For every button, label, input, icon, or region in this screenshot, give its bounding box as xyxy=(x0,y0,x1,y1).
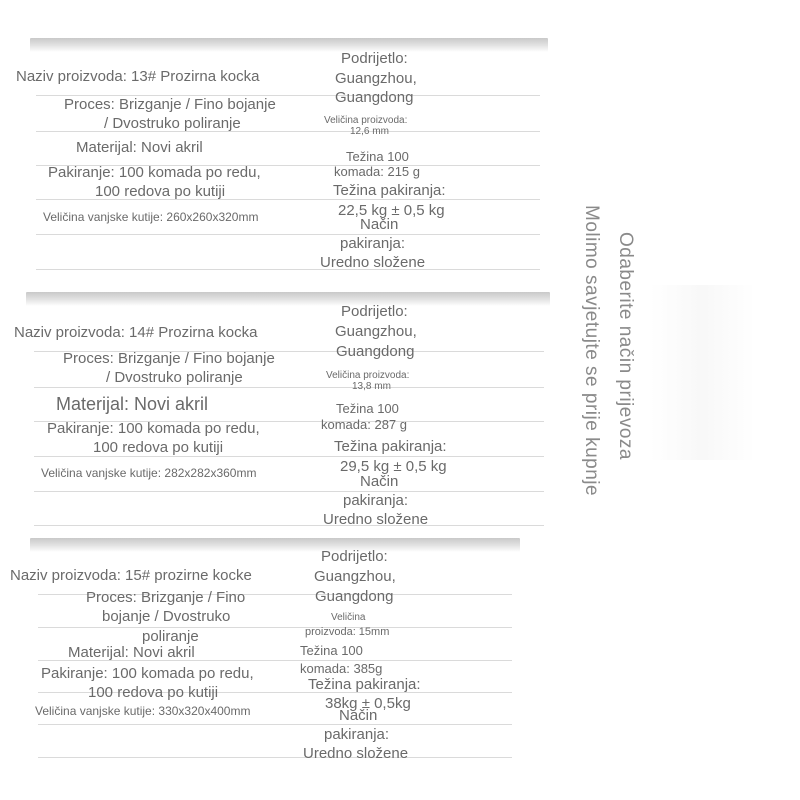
weight-line-2: komada: 287 g xyxy=(321,417,408,432)
packing-line-2: 100 redova po kutiji xyxy=(93,439,224,456)
package-weight-value: 38kg ± 0,5kg xyxy=(325,695,411,712)
origin-label: Podrijetlo: xyxy=(321,548,388,565)
product-size-line-1: Veličina proizvoda: xyxy=(324,115,408,126)
outer-box-size: Veličina vanjske kutije: 330x320x400mm xyxy=(35,704,251,718)
packing-line-1: Pakiranje: 100 komada po redu, xyxy=(48,164,261,181)
header-band xyxy=(30,38,548,52)
shipping-method-note: Odaberite način prijevoza xyxy=(615,232,636,460)
outer-box-size: Veličina vanjske kutije: 282x282x360mm xyxy=(41,466,257,480)
origin-line-2: Guangdong xyxy=(336,343,415,360)
weight-line-2: komada: 215 g xyxy=(334,164,421,179)
weight-line-1: Težina 100 xyxy=(346,149,409,164)
material: Materijal: Novi akril xyxy=(56,394,209,414)
consult-before-purchase-note: Molimo savjetujte se prije kupnje xyxy=(581,205,602,497)
product-size-line-2: proizvoda: 15mm xyxy=(305,626,390,638)
material: Materijal: Novi akril xyxy=(76,139,203,156)
product-name: Naziv proizvoda: 13# Prozirna kocka xyxy=(16,68,260,85)
header-band xyxy=(26,292,550,306)
row-divider xyxy=(36,234,540,235)
weight-line-1: Težina 100 xyxy=(336,401,399,416)
origin-line-1: Guangzhou, xyxy=(314,568,396,585)
product-size-line-1: Veličina xyxy=(331,612,366,623)
packing-method-line-1: Način xyxy=(360,216,399,233)
row-divider xyxy=(34,491,544,492)
process-line-1: Proces: Brizganje / Fino xyxy=(86,589,246,606)
product-size-line-2: 12,6 mm xyxy=(350,126,389,137)
package-weight-value: 22,5 kg ± 0,5 kg xyxy=(338,202,445,219)
product-size-line-2: 13,8 mm xyxy=(352,381,391,392)
material: Materijal: Novi akril xyxy=(68,644,195,661)
process-line-3: poliranje xyxy=(142,628,199,645)
package-weight-label: Težina pakiranja: xyxy=(308,676,421,693)
packing-line-2: 100 redova po kutiji xyxy=(88,684,219,701)
origin-label: Podrijetlo: xyxy=(341,303,408,320)
origin-line-2: Guangdong xyxy=(315,588,394,605)
origin-line-1: Guangzhou, xyxy=(335,323,417,340)
packing-line-1: Pakiranje: 100 komada po redu, xyxy=(41,665,254,682)
product-name: Naziv proizvoda: 15# prozirne kocke xyxy=(10,567,252,584)
packing-line-2: 100 redova po kutiji xyxy=(95,183,226,200)
process-line-1: Proces: Brizganje / Fino bojanje xyxy=(64,96,276,113)
packing-method-line-2: pakiranja: xyxy=(343,492,409,509)
packing-method-line-2: pakiranja: xyxy=(324,726,390,743)
package-weight-label: Težina pakiranja: xyxy=(333,182,446,199)
outer-box-size: Veličina vanjske kutije: 260x260x320mm xyxy=(43,210,259,224)
faded-graphic xyxy=(650,285,755,460)
row-divider xyxy=(38,757,512,758)
packing-method-line-2: pakiranja: xyxy=(340,235,406,252)
weight-line-2: komada: 385g xyxy=(300,661,383,676)
packing-method-line-1: Način xyxy=(339,707,378,724)
row-divider xyxy=(38,724,512,725)
packing-method-line-3: Uredno složene xyxy=(320,254,426,271)
origin-label: Podrijetlo: xyxy=(341,50,408,67)
origin-line-1: Guangzhou, xyxy=(335,70,417,87)
process-line-1: Proces: Brizganje / Fino bojanje xyxy=(63,350,275,367)
process-line-2: / Dvostruko poliranje xyxy=(106,369,243,386)
product-name: Naziv proizvoda: 14# Prozirna kocka xyxy=(14,324,258,341)
row-divider xyxy=(36,269,540,270)
packing-method-line-3: Uredno složene xyxy=(303,745,409,762)
packing-method-line-3: Uredno složene xyxy=(323,511,429,528)
process-line-2: / Dvostruko poliranje xyxy=(104,115,241,132)
header-band xyxy=(30,538,520,552)
row-divider xyxy=(38,627,512,628)
weight-line-1: Težina 100 xyxy=(300,643,363,658)
packing-line-1: Pakiranje: 100 komada po redu, xyxy=(47,420,260,437)
package-weight-label: Težina pakiranja: xyxy=(334,438,447,455)
row-divider xyxy=(34,525,544,526)
package-weight-value: 29,5 kg ± 0,5 kg xyxy=(340,458,447,475)
process-line-2: bojanje / Dvostruko xyxy=(102,608,231,625)
product-size-line-1: Veličina proizvoda: xyxy=(326,370,410,381)
row-divider xyxy=(34,387,544,388)
origin-line-2: Guangdong xyxy=(335,89,414,106)
packing-method-line-1: Način xyxy=(360,473,399,490)
